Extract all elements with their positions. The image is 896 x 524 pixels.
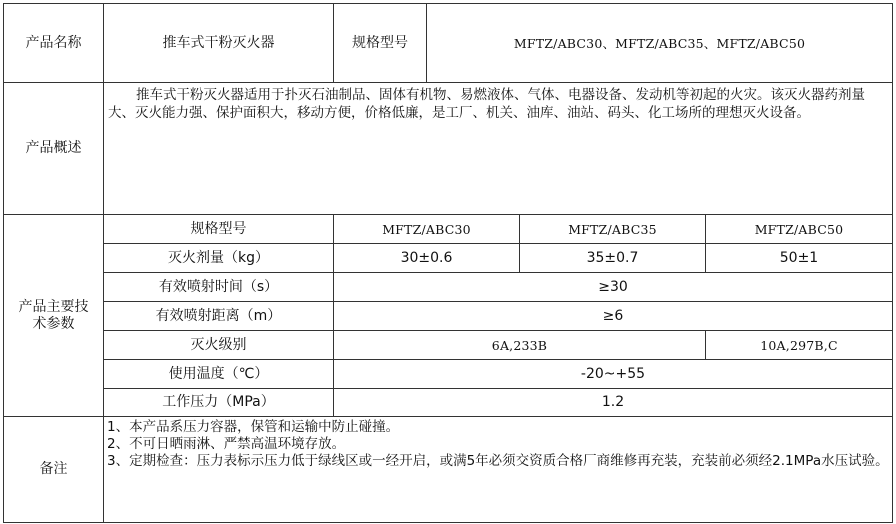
spray-distance-value: ≥6 — [334, 302, 893, 331]
fire-rating-value-a: 6A,233B — [334, 331, 706, 360]
params-header-label: 规格型号 — [104, 215, 334, 244]
remarks-label: 备注 — [3, 417, 104, 523]
params-label — [3, 215, 104, 417]
fire-rating-value-b: 10A,297B,C — [706, 331, 893, 360]
remarks-item-1: 1、本产品系压力容器，保管和运输中防止碰撞。 — [107, 419, 400, 435]
temperature-value: -20~+55 — [334, 360, 893, 389]
agent-amount-label: 灭火剂量（kg） — [104, 244, 334, 273]
overview-label: 产品概述 — [3, 83, 104, 215]
agent-amount-col2: 35±0.7 — [520, 244, 706, 273]
params-label-text: 产品主要技术参数 — [18, 298, 89, 332]
remarks-item-3: 3、定期检查：压力表标示压力低于绿线区或一经开启，或满5年必须交资质合格厂商维修再充装，充装前必须经2.1MPa水压试验。 — [107, 453, 889, 469]
fire-rating-label: 灭火级别 — [104, 331, 334, 360]
agent-amount-col3: 50±1 — [706, 244, 893, 273]
overview-text — [104, 83, 893, 215]
spray-time-label: 有效喷射时间（s） — [104, 273, 334, 302]
product-name-label: 产品名称 — [3, 3, 104, 83]
product-name-value: 推车式干粉灭火器 — [104, 3, 334, 83]
remarks-text — [104, 417, 893, 523]
agent-amount-col1: 30±0.6 — [334, 244, 520, 273]
params-header-col1: MFTZ/ABC30 — [334, 215, 520, 244]
pressure-value: 1.2 — [334, 389, 893, 417]
overview-paragraph: 推车式干粉灭火器适用于扑灭石油制品、固体有机物、易燃液体、气体、电器设备、发动机等初起的火灾。该灭火器药剂量大、灭火能力强、保护面积大，移动方便，价格低廉，是工厂、机关、油库、油站、码头、化工场所的理想灭火设备。 — [108, 87, 865, 121]
model-label: 规格型号 — [334, 3, 427, 83]
temperature-label: 使用温度（℃） — [104, 360, 334, 389]
pressure-label: 工作压力（MPa） — [104, 389, 334, 417]
params-header-col3: MFTZ/ABC50 — [706, 215, 893, 244]
remarks-item-2: 2、不可日晒雨淋、严禁高温环境存放。 — [107, 436, 346, 452]
params-header-col2: MFTZ/ABC35 — [520, 215, 706, 244]
spray-time-value: ≥30 — [334, 273, 893, 302]
model-value: MFTZ/ABC30、MFTZ/ABC35、MFTZ/ABC50 — [427, 3, 893, 83]
spray-distance-label: 有效喷射距离（m） — [104, 302, 334, 331]
